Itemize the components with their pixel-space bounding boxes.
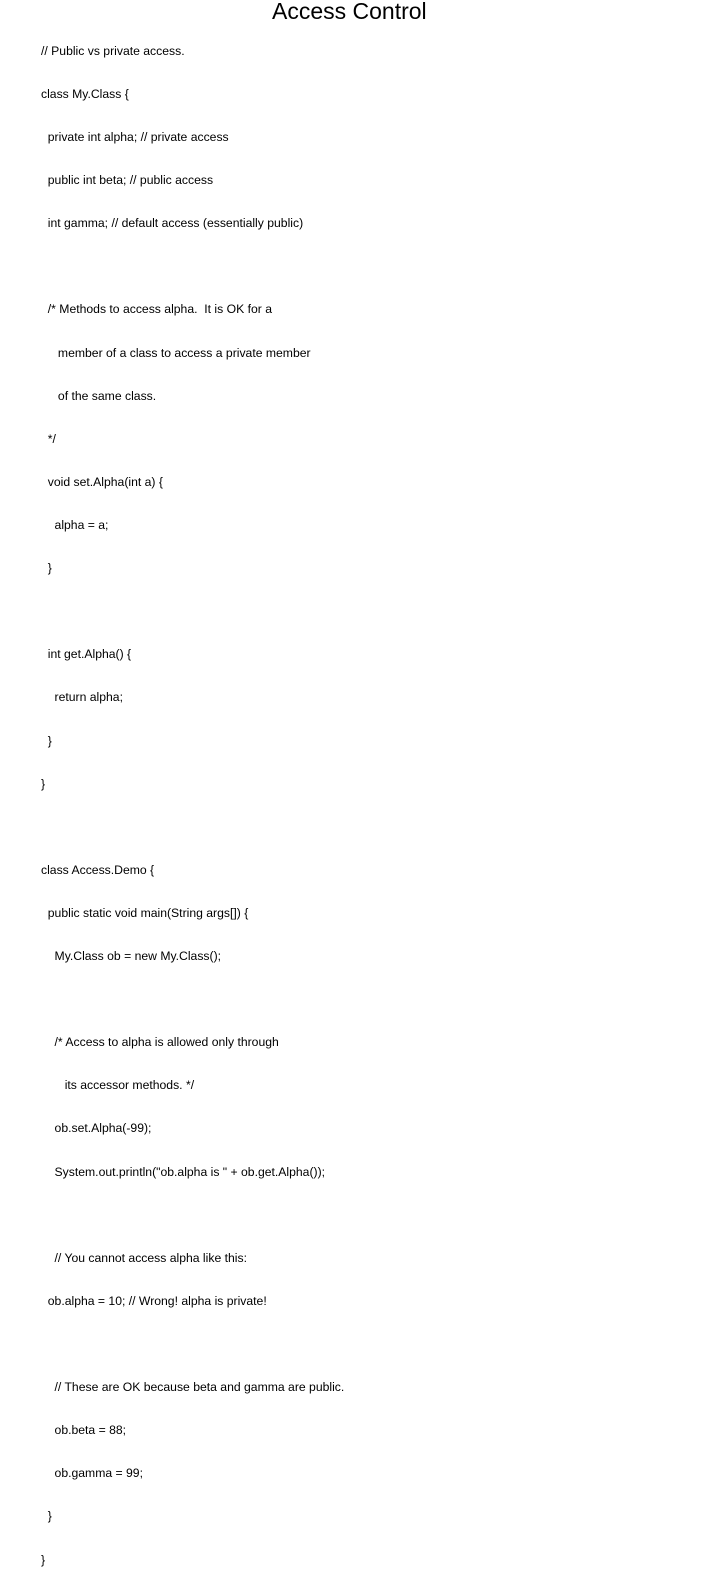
- code-line: }: [41, 776, 46, 791]
- code-line: [41, 604, 344, 618]
- code-line: alpha = a;: [41, 517, 109, 532]
- code-line: }: [41, 733, 52, 748]
- code-line: [41, 820, 344, 834]
- code-line: // You cannot access alpha like this:: [41, 1250, 247, 1265]
- slide-title: Access Control: [272, 0, 427, 24]
- code-line: class My.Class {: [41, 86, 129, 101]
- code-line: int get.Alpha() {: [41, 647, 132, 662]
- code-line: /* Methods to access alpha. It is OK for a: [41, 302, 272, 317]
- code-block: [41, 15, 344, 1581]
- code-line: public int beta; // public access: [41, 173, 214, 188]
- code-line: [41, 992, 344, 1006]
- code-line: [41, 259, 344, 273]
- code-line: public static void main(String args[]) {: [41, 905, 249, 920]
- code-line: ob.alpha = 10; // Wrong! alpha is private!: [41, 1293, 267, 1308]
- code-line: System.out.println("ob.alpha is " + ob.get.Alpha());: [41, 1164, 326, 1179]
- code-line: member of a class to access a private member: [41, 345, 311, 360]
- code-line: }: [41, 1509, 52, 1524]
- code-line: // Public vs private access.: [41, 43, 185, 58]
- code-line: its accessor methods. */: [41, 1078, 195, 1093]
- code-line: of the same class.: [41, 388, 157, 403]
- code-line: [41, 1208, 344, 1222]
- code-line: ob.beta = 88;: [41, 1423, 127, 1438]
- code-line: /* Access to alpha is allowed only through: [41, 1035, 279, 1050]
- code-line: return alpha;: [41, 690, 123, 705]
- code-line: // These are OK because beta and gamma are public.: [41, 1380, 345, 1395]
- code-line: void set.Alpha(int a) {: [41, 474, 163, 489]
- code-line: }: [41, 561, 52, 576]
- code-line: class Access.Demo {: [41, 862, 155, 877]
- code-line: private int alpha; // private access: [41, 129, 229, 144]
- code-line: */: [41, 431, 56, 446]
- code-line: ob.gamma = 99;: [41, 1466, 143, 1481]
- code-line: My.Class ob = new My.Class();: [41, 949, 222, 964]
- code-line: ob.set.Alpha(-99);: [41, 1121, 152, 1136]
- code-line: }: [41, 1552, 46, 1567]
- code-line: [41, 1337, 344, 1351]
- code-line: int gamma; // default access (essentially public): [41, 216, 304, 231]
